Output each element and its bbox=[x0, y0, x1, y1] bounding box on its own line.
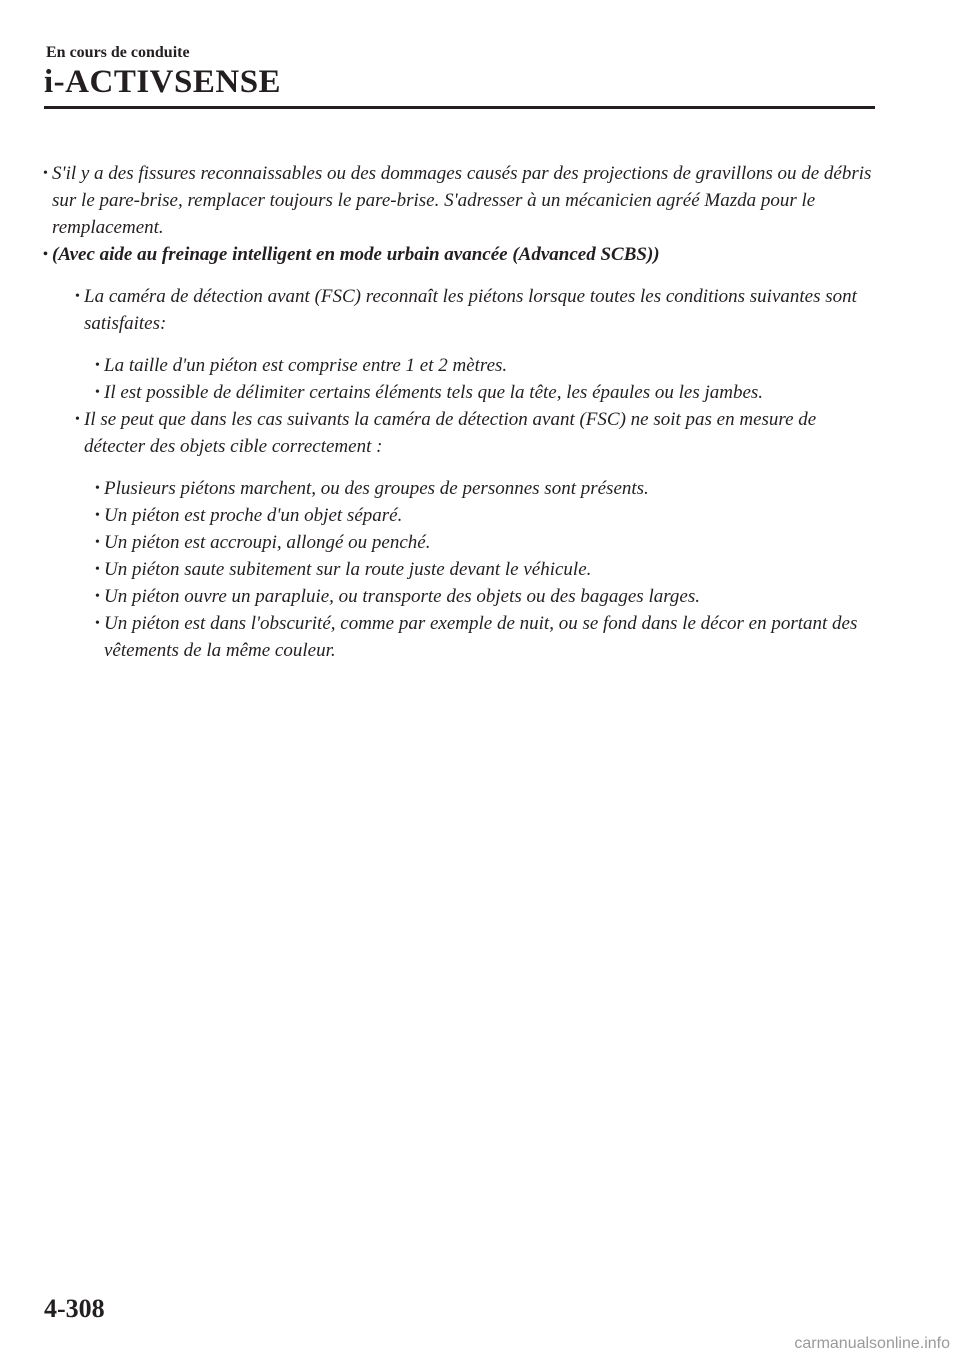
bullet-text: Un piéton est dans l'obscurité, comme par exemple de nuit, ou se fond dans le décor en portant des vêtements de la même couleur. bbox=[104, 613, 858, 661]
bullet-text: Un piéton ouvre un parapluie, ou transporte des objets ou des bagages larges. bbox=[104, 586, 700, 607]
bullet-icon: • bbox=[95, 508, 100, 523]
bullet-icon: • bbox=[75, 289, 80, 304]
bullet-icon: • bbox=[95, 616, 100, 631]
bullet-detection-limits bbox=[74, 406, 872, 460]
bullet-windshield-damage bbox=[42, 160, 872, 241]
sub-bullet-groups bbox=[94, 475, 872, 502]
section-label: En cours de conduite bbox=[46, 44, 190, 61]
title-divider bbox=[44, 106, 875, 109]
bullet-text: Il est possible de délimiter certains éléments tels que la tête, les épaules ou les jambes. bbox=[104, 382, 764, 403]
sub-bullet-pedestrian-size bbox=[94, 352, 872, 379]
bullet-advanced-scbs-heading bbox=[42, 241, 872, 268]
bullet-text: Plusieurs piétons marchent, ou des groupes de personnes sont présents. bbox=[104, 478, 649, 499]
bullet-text: La taille d'un piéton est comprise entre 1 et 2 mètres. bbox=[104, 355, 508, 376]
sub-bullet-crouching bbox=[94, 529, 872, 556]
sub-bullet-darkness bbox=[94, 610, 872, 664]
bullet-icon: • bbox=[95, 481, 100, 496]
bullet-text: Il se peut que dans les cas suivants la caméra de détection avant (FSC) ne soit pas en mesure de détecter des objets cible correctement : bbox=[84, 409, 817, 457]
bullet-icon: • bbox=[95, 358, 100, 373]
content-body bbox=[42, 160, 872, 664]
bullet-icon: • bbox=[75, 412, 80, 427]
sub-bullet-umbrella bbox=[94, 583, 872, 610]
bullet-icon: • bbox=[43, 247, 48, 262]
page-title: i-ACTIVSENSE bbox=[44, 64, 282, 100]
bullet-icon: • bbox=[95, 589, 100, 604]
bullet-text: Un piéton est proche d'un objet séparé. bbox=[104, 505, 403, 526]
sub-bullet-body-parts bbox=[94, 379, 872, 406]
watermark: carmanualsonline.info bbox=[794, 1335, 950, 1352]
bullet-text: Un piéton saute subitement sur la route juste devant le véhicule. bbox=[104, 559, 592, 580]
bullet-icon: • bbox=[95, 535, 100, 550]
sub-bullet-near-object bbox=[94, 502, 872, 529]
bullet-text: S'il y a des fissures reconnaissables ou des dommages causés par des projections de gravillons ou de débris sur le pare-brise, remplacer toujours le pare-brise. S'adresser à un mécanicien agréé Mazda pour le remplacement. bbox=[52, 163, 872, 238]
bullet-text: (Avec aide au freinage intelligent en mode urbain avancée (Advanced SCBS)) bbox=[52, 244, 660, 265]
page-number: 4-308 bbox=[44, 1294, 105, 1323]
bullet-pedestrian-recognition bbox=[74, 283, 872, 337]
bullet-text: Un piéton est accroupi, allongé ou penché. bbox=[104, 532, 431, 553]
bullet-icon: • bbox=[43, 166, 48, 181]
sub-bullet-sudden-jump bbox=[94, 556, 872, 583]
bullet-icon: • bbox=[95, 562, 100, 577]
bullet-text: La caméra de détection avant (FSC) reconnaît les piétons lorsque toutes les conditions suivantes sont satisfaites: bbox=[84, 286, 857, 334]
bullet-icon: • bbox=[95, 385, 100, 400]
